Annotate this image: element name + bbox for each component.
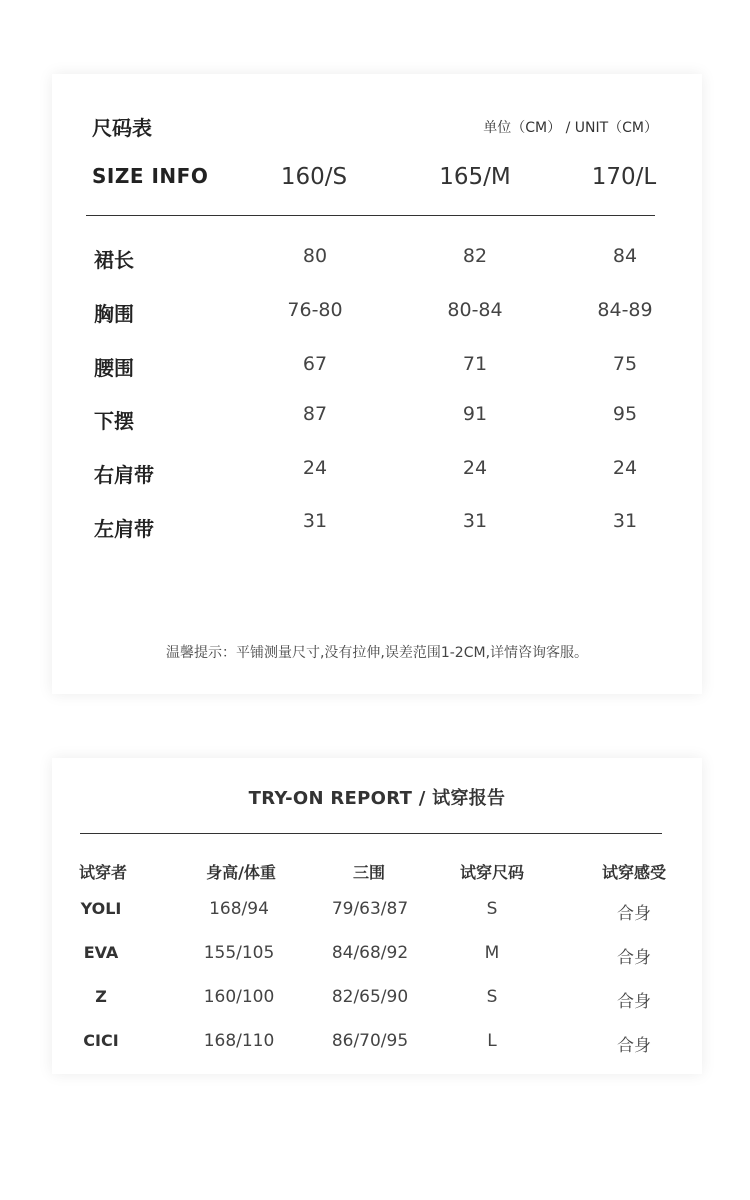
cell: 160/100 xyxy=(203,987,275,1007)
cell: 31 xyxy=(302,510,328,532)
cell: 86/70/95 xyxy=(331,1031,409,1051)
size-header-s: 160/S xyxy=(280,164,348,190)
cell: 91 xyxy=(462,403,488,425)
try-on-report-card xyxy=(52,758,702,1074)
size-header-l: 170/L xyxy=(591,164,657,190)
row-label-left-strap: 左肩带 xyxy=(94,517,154,541)
cell: S xyxy=(486,987,498,1007)
header-height-weight: 身高/体重 xyxy=(206,863,276,882)
header-fit-feel: 试穿感受 xyxy=(601,863,667,882)
row-label-hem: 下摆 xyxy=(94,409,134,433)
unit-label: 单位（CM） / UNIT（CM） xyxy=(483,120,658,136)
try-on-divider xyxy=(80,833,662,834)
tester-name: EVA xyxy=(83,943,119,962)
tester-name: YOLI xyxy=(80,899,122,918)
size-chart-card xyxy=(52,74,702,694)
header-tester: 试穿者 xyxy=(78,863,128,882)
header-tried-size: 试穿尺码 xyxy=(459,863,525,882)
cell: 80-84 xyxy=(447,299,503,321)
tester-name: CICI xyxy=(83,1031,119,1050)
cell: 82 xyxy=(462,245,488,267)
cell: 24 xyxy=(302,457,328,479)
cell: 67 xyxy=(302,353,328,375)
row-label-skirt-length: 裙长 xyxy=(94,248,134,272)
cell: S xyxy=(486,899,498,919)
cell: 168/94 xyxy=(209,899,269,919)
cell: 79/63/87 xyxy=(331,899,409,919)
cell: 76-80 xyxy=(287,299,343,321)
cell: 155/105 xyxy=(203,943,275,963)
cell: 24 xyxy=(612,457,638,479)
cell: 84-89 xyxy=(597,299,653,321)
cell: 31 xyxy=(612,510,638,532)
cell: 合身 xyxy=(617,904,651,924)
measurement-tip: 温馨提示：平铺测量尺寸,没有拉伸,误差范围1-2CM,详情咨询客服。 xyxy=(165,645,589,661)
cell: 合身 xyxy=(617,1036,651,1056)
row-label-waist: 腰围 xyxy=(94,356,134,380)
size-chart-divider xyxy=(86,215,655,216)
cell: 82/65/90 xyxy=(331,987,409,1007)
size-info-label: SIZE INFO xyxy=(92,164,209,188)
size-chart-title: 尺码表 xyxy=(92,116,152,140)
cell: 31 xyxy=(462,510,488,532)
cell: 95 xyxy=(612,403,638,425)
cell: M xyxy=(484,943,500,963)
cell: L xyxy=(487,1031,497,1051)
row-label-right-strap: 右肩带 xyxy=(94,463,154,487)
row-label-bust: 胸围 xyxy=(94,302,134,326)
cell: 24 xyxy=(462,457,488,479)
cell: 合身 xyxy=(617,948,651,968)
try-on-title: TRY-ON REPORT / 试穿报告 xyxy=(248,788,506,809)
cell: 75 xyxy=(612,353,638,375)
size-header-m: 165/M xyxy=(439,164,511,190)
cell: 87 xyxy=(302,403,328,425)
cell: 84/68/92 xyxy=(331,943,409,963)
tester-name: Z xyxy=(95,987,107,1006)
cell: 合身 xyxy=(617,992,651,1012)
cell: 71 xyxy=(462,353,488,375)
cell: 168/110 xyxy=(203,1031,275,1051)
cell: 84 xyxy=(612,245,638,267)
header-measurements: 三围 xyxy=(352,863,386,882)
cell: 80 xyxy=(302,245,328,267)
